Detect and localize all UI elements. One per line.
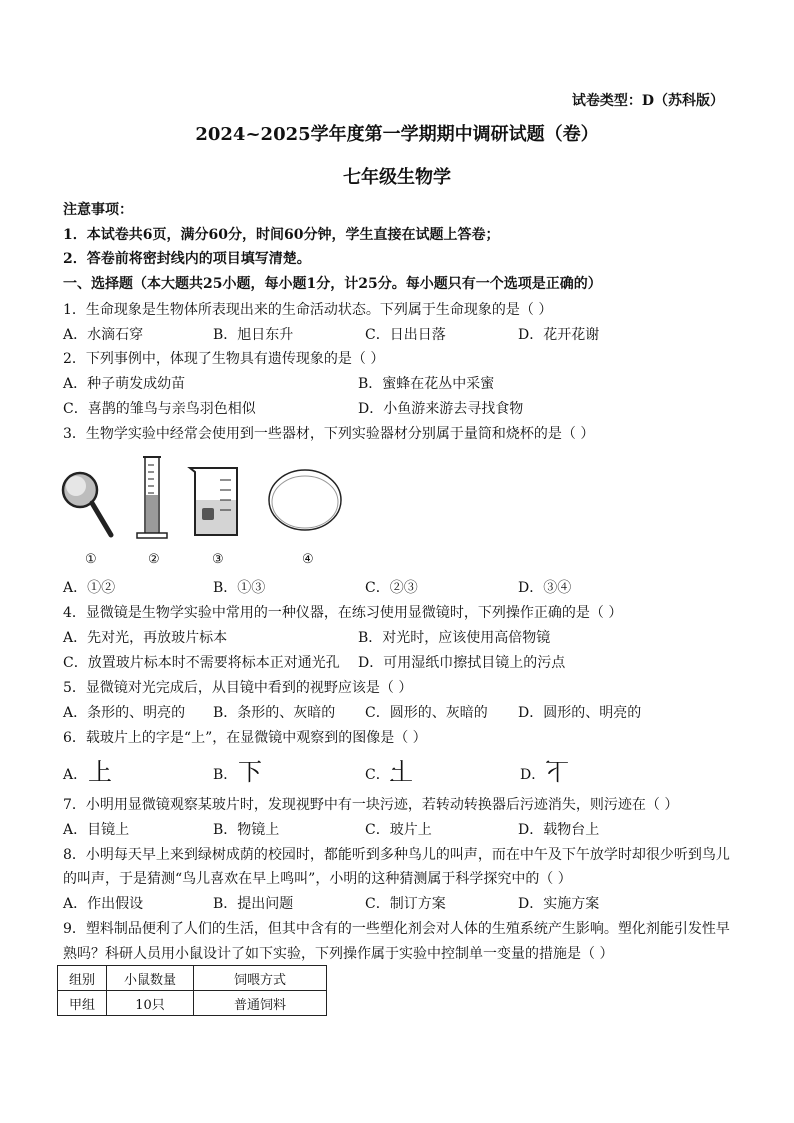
question-9-stem-line-1: 9．塑料制品便利了人们的生活，但其中含有的一些塑化剂会对人体的生殖系统产生影响。塑化剂能引发性早 [63, 921, 730, 937]
question-5-option-b[interactable]: B．条形的、灰暗的 [213, 705, 336, 721]
question-1-option-b[interactable]: B．旭日东升 [213, 327, 294, 343]
table-cell-mice-count: 10只 [107, 991, 194, 1016]
question-2-option-c[interactable]: C．喜鹊的雏鸟与亲鸟羽色相似 [63, 401, 256, 417]
question-2-stem: 2．下列事例中，体现了生物具有遗传现象的是（ ） [63, 351, 385, 367]
figure-label-2: ② [148, 552, 160, 567]
char-image-b: 下 [238, 758, 262, 786]
section1-heading: 一、选择题（本大题共25小题，每小题1分，计25分。每小题只有一个选项是正确的） [63, 276, 602, 292]
lab-equipment-figure [55, 450, 355, 545]
beaker-icon [190, 468, 237, 535]
table-cell-group: 甲组 [58, 991, 107, 1016]
char-image-c: 上 [389, 758, 413, 786]
notice-item-1: 1．本试卷共6页，满分60分，时间60分钟，学生直接在试题上答卷； [63, 227, 500, 243]
question-4-option-a[interactable]: A．先对光，再放玻片标本 [63, 630, 228, 646]
question-3-option-a[interactable]: A．①② [63, 580, 116, 596]
question-3-option-b[interactable]: B．①③ [213, 580, 266, 596]
question-3-option-d[interactable]: D．③④ [518, 580, 572, 596]
exam-subtitle: 七年级生物学 [343, 167, 451, 188]
table-header-mice-count: 小鼠数量 [107, 966, 194, 991]
question-2-option-d[interactable]: D．小鱼游来游去寻找食物 [358, 401, 524, 417]
question-3-stem: 3．生物学实验中经常会使用到一些器材，下列实验器材分别属于量筒和烧杯的是（ ） [63, 426, 595, 442]
question-3-option-c[interactable]: C．②③ [365, 580, 418, 596]
char-image-a: 上 [88, 758, 112, 786]
notice-heading: 注意事项： [63, 202, 133, 218]
figure-label-4: ④ [302, 552, 314, 567]
question-6-option-b[interactable]: B． [213, 767, 238, 783]
question-4-stem: 4．显微镜是生物学实验中常用的一种仪器，在练习使用显微镜时，下列操作正确的是（ ） [63, 605, 623, 621]
question-1-option-a[interactable]: A．水滴石穿 [63, 327, 144, 343]
question-7-option-a[interactable]: A．目镜上 [63, 822, 130, 838]
exam-type-label: 试卷类型：D（苏科版） [571, 93, 724, 109]
table-cell-feeding: 普通饲料 [194, 991, 327, 1016]
question-6-stem: 6．载玻片上的字是“上”，在显微镜中观察到的图像是（ ） [63, 730, 427, 746]
table-header-group: 组别 [58, 966, 107, 991]
mice-experiment-table [57, 965, 327, 1016]
exam-title: 2024~2025学年度第一学期期中调研试题（卷） [195, 124, 599, 145]
question-8-option-c[interactable]: C．制订方案 [365, 896, 446, 912]
question-6-option-a[interactable]: A． [63, 767, 88, 783]
question-9-stem-line-2: 熟吗？科研人员用小鼠设计了如下实验，下列操作属于实验中控制单一变量的措施是（ ） [63, 946, 614, 962]
question-2-option-b[interactable]: B．蜜蜂在花丛中采蜜 [358, 376, 495, 392]
question-8-stem-line-1: 8．小明每天早上来到绿树成荫的校园时，都能听到多种鸟儿的叫声，而在中午及下午放学时却很少听到鸟儿 [63, 847, 730, 863]
question-8-option-a[interactable]: A．作出假设 [63, 896, 144, 912]
table-header-row [58, 966, 327, 991]
table-row [58, 991, 327, 1016]
table-header-feeding: 饲喂方式 [194, 966, 327, 991]
question-8-option-b[interactable]: B．提出问题 [213, 896, 294, 912]
question-6-option-d[interactable]: D． [520, 767, 546, 783]
char-image-d: 下 [545, 758, 569, 786]
figure-label-3: ③ [212, 552, 224, 567]
question-8-option-d[interactable]: D．实施方案 [518, 896, 600, 912]
graduated-cylinder-icon [137, 457, 167, 538]
question-5-stem: 5．显微镜对光完成后，从目镜中看到的视野应该是（ ） [63, 680, 413, 696]
question-7-option-d[interactable]: D．载物台上 [518, 822, 600, 838]
question-4-option-b[interactable]: B．对光时，应该使用高倍物镜 [358, 630, 551, 646]
question-1-option-d[interactable]: D．花开花谢 [518, 327, 600, 343]
magnifying-glass-icon [63, 473, 111, 535]
question-4-option-d[interactable]: D．可用湿纸巾擦拭目镜上的污点 [358, 655, 566, 671]
question-4-option-c[interactable]: C．放置玻片标本时不需要将标本正对通光孔 [63, 655, 340, 671]
question-5-option-d[interactable]: D．圆形的、明亮的 [518, 705, 642, 721]
question-1-stem: 1．生命现象是生物体所表现出来的生命活动状态。下列属于生命现象的是（ ） [63, 302, 553, 318]
question-7-option-c[interactable]: C．玻片上 [365, 822, 432, 838]
question-7-option-b[interactable]: B．物镜上 [213, 822, 280, 838]
question-2-option-a[interactable]: A．种子萌发成幼苗 [63, 376, 186, 392]
question-5-option-a[interactable]: A．条形的、明亮的 [63, 705, 186, 721]
question-6-option-c[interactable]: C． [365, 767, 390, 783]
question-1-option-c[interactable]: C．日出日落 [365, 327, 446, 343]
petri-dish-icon [269, 470, 341, 530]
notice-item-2: 2．答卷前将密封线内的项目填写清楚。 [63, 251, 311, 267]
question-8-stem-line-2: 的叫声，于是猜测“鸟儿喜欢在早上鸣叫”，小明的这种猜测属于科学探究中的（ ） [63, 871, 572, 887]
question-5-option-c[interactable]: C．圆形的、灰暗的 [365, 705, 488, 721]
question-7-stem: 7．小明用显微镜观察某玻片时，发现视野中有一块污迹，若转动转换器后污迹消失，则污迹在（ ） [63, 797, 679, 813]
figure-label-1: ① [85, 552, 97, 567]
